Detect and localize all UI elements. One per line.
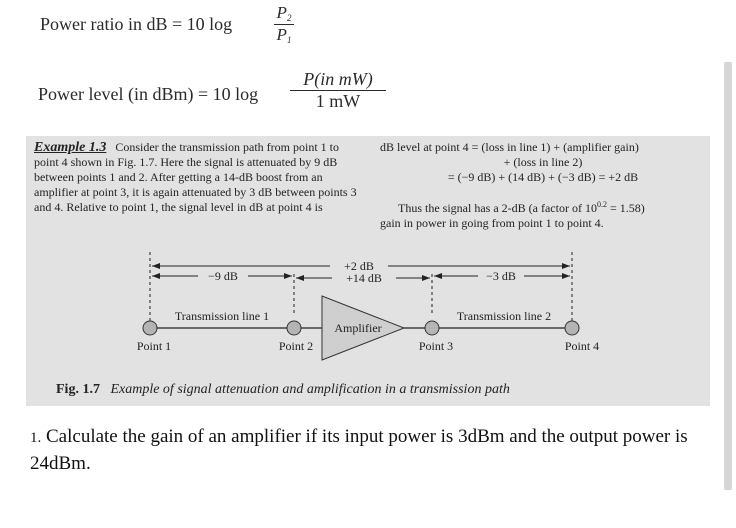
example-body: Consider the transmission path from point 1 to point 4 shown in Fig. 1.7. Here the signal is attenuated by 9 dB between points 1 and 2. After getting a 14-dB boost from an amplifier at point 3, it is again attenuated by 3 dB between points 3 and 4. Relative to point 1, the signal level in dB at point 4 is [34, 140, 357, 214]
point-2-label: Point 2 [278, 339, 314, 353]
point-4-node [565, 321, 579, 335]
point-1-node [143, 321, 157, 335]
point-4-label: Point 4 [564, 339, 600, 353]
calc-line-1: dB level at point 4 = (loss in line 1) + (amplifier gain) [380, 140, 639, 154]
power-level-fraction: P(in mW) 1 mW [290, 70, 386, 111]
power-ratio-formula [40, 14, 232, 35]
label-minus-3db: −3 dB [486, 269, 516, 283]
power-ratio-fraction: $P_2$ $P_1$ [274, 4, 294, 46]
label-plus-2db: +2 dB [344, 259, 374, 273]
power-level-formula [38, 84, 258, 105]
question-number: 1. [30, 430, 42, 446]
question-text: Calculate the gain of an amplifier if its input power is 3dBm and the output power is 24dBm. [30, 426, 688, 474]
label-minus-9db: −9 dB [208, 269, 238, 283]
transmission-line-1-label: Transmission line 1 [174, 309, 270, 323]
figure-number: Fig. 1.7 [56, 382, 100, 397]
transmission-line-2-label: Transmission line 2 [456, 309, 552, 323]
point-2-node [287, 321, 301, 335]
power-ratio-label: Power ratio in dB = 10 log [40, 14, 233, 34]
amplifier-label: Amplifier [334, 321, 382, 335]
figure-caption-text: Example of signal attenuation and amplification in a transmission path [110, 382, 510, 397]
example-calculation [380, 140, 706, 231]
point-3-label: Point 3 [418, 339, 454, 353]
label-plus-14db: +14 dB [346, 271, 382, 285]
transmission-figure [26, 246, 710, 381]
figure-caption [56, 382, 510, 398]
calc-line-3: = (−9 dB) + (14 dB) + (−3 dB) = +2 dB [447, 170, 639, 184]
conclusion-line-1: Thus the signal has a 2-dB (a factor of $10^{0.2} = 1.58$) [398, 200, 645, 215]
question-1 [30, 424, 720, 476]
example-title: Example 1.3 [34, 140, 107, 155]
calc-line-2: + (loss in line 2) [503, 155, 583, 169]
example-text [34, 140, 364, 215]
point-3-node [425, 321, 439, 335]
power-level-label: Power level (in dBm) = 10 log [38, 84, 259, 104]
point-1-label: Point 1 [136, 339, 172, 353]
vertical-scrollbar[interactable] [724, 62, 732, 490]
conclusion-line-2: gain in power in going from point 1 to point 4. [380, 216, 604, 230]
example-panel [26, 136, 710, 406]
